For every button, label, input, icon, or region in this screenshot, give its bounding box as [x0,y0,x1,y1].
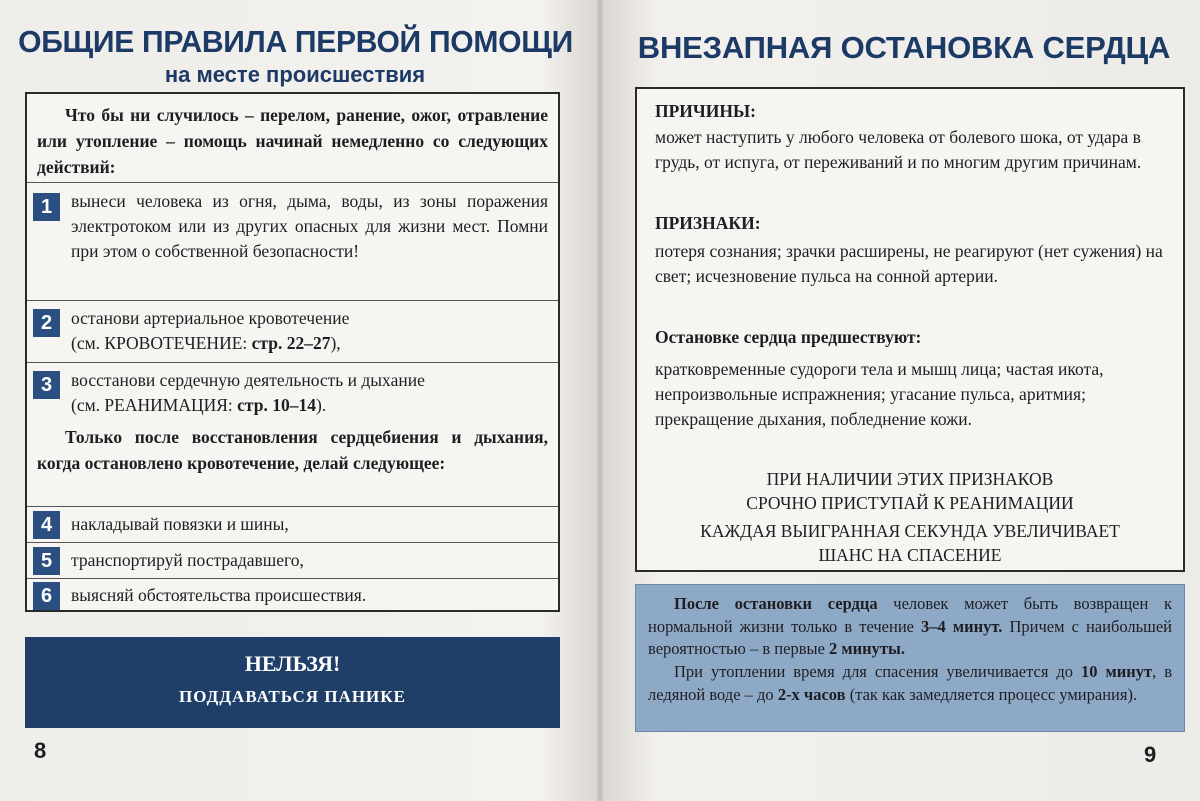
step-number: 4 [33,511,60,539]
precede-text: кратковременные судороги тела и мышц лица; частая икота, непроизвольные испражнения; угасание пульса, аритмия; прекращение дыхания, побледнение кожи. [655,359,1104,429]
step-ref: (см. РЕАНИМАЦИЯ: [71,395,238,415]
intro-text: Что бы ни случилось – перелом, ранение, ожог, отравление или утопление – помощь начинай немедленно со следующих действий: [37,105,548,177]
step-row [27,506,558,542]
note-emphasis: После остановки сердца [674,594,878,613]
note-text: Причем с наибольшей вероятностью – в первые [648,616,1172,658]
survival-note-paragraph [648,593,1172,661]
step-text: накладывай повязки и шины, [71,514,289,534]
signs-text: потеря сознания; зрачки расширены, не реагируют (нет сужения) на свет; исчезновение пульса на сонной артерии. [655,241,1163,286]
warning-banner [25,637,560,728]
step-text [71,368,548,418]
alert-line: СРОЧНО ПРИСТУПАЙ К РЕАНИМАЦИИ [746,493,1074,513]
note-text: (так как замедляется процесс умирания). [845,684,1138,704]
step-text: транспортируй пострадавшего, [71,550,304,570]
alert-line: ПРИ НАЛИЧИИ ЭТИХ ПРИЗНАКОВ [766,469,1054,489]
causes-text: может наступить у любого человека от болевого шока, от удара в грудь, от испуга, от переживаний и по многим другим причинам. [655,127,1142,172]
alert-text [647,467,1173,515]
note-text: При утоплении время для спасения увеличивается до [674,662,1082,681]
causes-title: ПРИЧИНЫ: [655,101,756,121]
step-number: 1 [33,193,60,221]
step-row [27,300,558,362]
alert-line: ШАНС НА СПАСЕНИЕ [818,545,1002,565]
cardiac-arrest-box [635,87,1185,572]
step-ref: (см. КРОВОТЕЧЕНИЕ: [71,333,252,353]
page-number: 9 [1144,742,1157,767]
note-text: , в ледяной воде – до [648,662,1172,704]
page-number: 8 [34,738,47,763]
note-emphasis: 2 минуты. [829,639,906,658]
step-ref-tail: ). [315,395,327,415]
step-number: 6 [33,582,60,610]
middle-text: Только после восстановления сердцебиения и дыхания, когда остановлено кровотечение, делай следующее: [37,427,548,473]
first-aid-rules-box [25,92,560,612]
step-pages: стр. 10–14 [237,395,316,415]
note-text: человек может быть возвращен к нормальной жизни только в течение [648,594,1172,636]
step-text: выясняй обстоятельства происшествия. [71,585,367,605]
note-emphasis: 3–4 минут. [921,616,1003,636]
note-emphasis: 2-х часов [777,684,846,704]
banner-title: НЕЛЬЗЯ! [244,651,341,676]
step-main-text: останови артериальное кровотечение [71,308,350,328]
step-row [27,578,558,612]
alert-line: КАЖДАЯ ВЫИГРАННАЯ СЕКУНДА УВЕЛИЧИВАЕТ [700,521,1120,541]
note-emphasis: 10 минут [1081,662,1153,681]
alert-text [647,519,1173,567]
step-number: 5 [33,547,60,575]
middle-section [27,414,558,508]
step-row [27,542,558,578]
page-subtitle: на месте происшествия [164,62,426,87]
step-row [27,182,558,292]
precede-title: Остановке сердца предшествуют: [655,327,922,347]
page-title: ОБЩИЕ ПРАВИЛА ПЕРВОЙ ПОМОЩИ [18,24,573,59]
step-text [71,306,548,356]
page-title: ВНЕЗАПНАЯ ОСТАНОВКА СЕРДЦА [637,30,1171,65]
page-right [600,0,1200,801]
banner-subtitle: ПОДДАВАТЬСЯ ПАНИКЕ [179,687,406,706]
signs-title: ПРИЗНАКИ: [655,213,761,233]
survival-note-box [635,584,1185,732]
step-number: 2 [33,309,60,337]
step-main-text: восстанови сердечную деятельность и дыхание [71,370,425,390]
drowning-note-paragraph [648,661,1172,706]
step-number: 3 [33,371,60,399]
step-ref-tail: ), [330,333,341,353]
step-text: вынеси человека из огня, дыма, воды, из зоны поражения электротоком или из других опасных для жизни мест. Помни при этом о собственной безопасности! [71,191,548,261]
step-pages: стр. 22–27 [251,333,331,353]
